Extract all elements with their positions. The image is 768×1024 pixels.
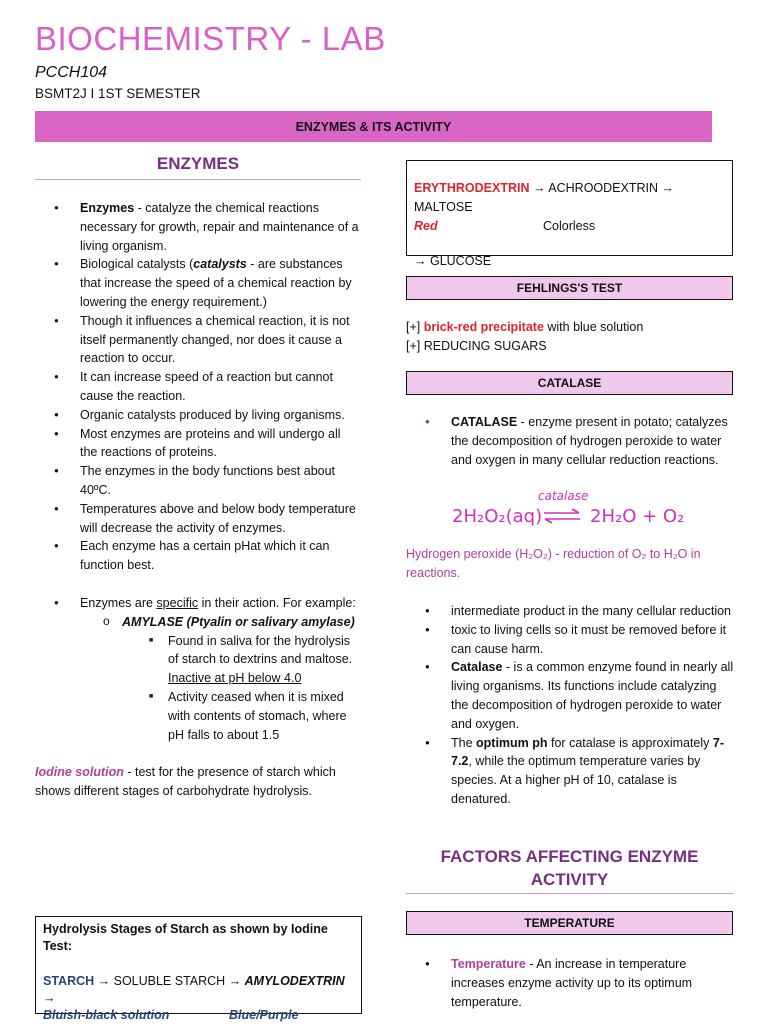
amylase-point: ■ Found in saliva for the hydrolysis of starch to dextrins and maltose. Inactive at pH below 4.0 [35, 632, 361, 688]
equilibrium-arrow-icon [542, 508, 582, 524]
list-item: ● Enzymes are specific in their action. For example: [35, 594, 361, 613]
list-item: ● toxic to living cells so it must be removed before it can cause harm. [406, 621, 736, 659]
amylase-point: ■ Activity ceased when it is mixed with contents of stomach, where pH falls to about 1.5 [35, 688, 361, 744]
fehlings-result: [+] brick-red precipitate with blue solution [406, 320, 644, 334]
peroxide-note: Hydrogen peroxide (H₂O₂) - reduction of O₂ to H₂O in reactions. [406, 547, 701, 580]
equation-reactant: 2H₂O₂(aq) [452, 506, 543, 527]
specific-bullet [35, 594, 361, 613]
temperature-section [406, 955, 736, 1011]
equation-catalyst-label: catalase [538, 489, 589, 503]
list-item: ● intermediate product in the many cellular reduction [406, 602, 736, 621]
semester-label: BSMT2J I 1ST SEMESTER [35, 86, 201, 101]
hydrolysis-box [35, 916, 362, 1022]
section-banner [35, 111, 712, 142]
catalase-points [406, 602, 736, 809]
list-item: ● Each enzyme has a certain pHat which it can function best. [35, 537, 361, 575]
heading-divider [35, 179, 361, 180]
dextrin-colors: Red Colorless [414, 219, 596, 233]
list-item: ● Most enzymes are proteins and will undergo all the reactions of proteins. [35, 425, 361, 463]
list-item: ● Temperatures above and below body temperature will decrease the activity of enzymes. [35, 500, 361, 538]
amylase-item: o AMYLASE (Ptyalin or salivary amylase) [35, 613, 361, 632]
list-item: ● Temperature - An increase in temperature increases enzyme activity up to its optimum temperature. [406, 955, 736, 1011]
factors-heading: FACTORS AFFECTING ENZYME ACTIVITY [440, 847, 699, 889]
catalase-section [406, 413, 736, 469]
fehlings-heading: FEHLINGS'S TEST [406, 276, 733, 300]
hydrolysis-title: Hydrolysis Stages of Starch as shown by Iodine Test: [43, 922, 328, 953]
fehlings-result-2: [+] REDUCING SUGARS [406, 339, 547, 353]
left-column [35, 154, 361, 801]
catalase-points-list [406, 602, 736, 809]
dextrin-box [406, 160, 733, 268]
list-item: ● Catalase - is a common enzyme found in nearly all living organisms. Its functions include catalyzing the decomposition of hydrogen peroxide to water and oxygen. [406, 658, 736, 733]
enzymes-bullets [35, 199, 361, 575]
factors-divider [406, 893, 733, 894]
temperature-bullet [406, 955, 736, 1011]
catalase-heading: CATALASE [406, 371, 733, 395]
list-item: ● Biological catalysts (catalysts - are substances that increase the speed of a chemical reaction by lowering the energy requirement.) [35, 255, 361, 311]
list-item: ● CATALASE - enzyme present in potato; catalyzes the decomposition of hydrogen peroxide to water and oxygen in many cellular reduction reactions. [406, 413, 736, 469]
catalase-bullet [406, 413, 736, 469]
equation-products: 2H₂O + O₂ [590, 506, 685, 527]
dextrin-chain: ERYTHRODEXTRIN → ACHROODEXTRIN → MALTOSE [414, 181, 674, 214]
factors-section [406, 845, 733, 894]
hydrolysis-colors: Bluish-black solution Blue/Purple [43, 1008, 299, 1022]
temperature-heading: TEMPERATURE [406, 911, 733, 935]
glucose-line: → GLUCOSE [414, 254, 492, 268]
banner-label: ENZYMES & ITS ACTIVITY [295, 119, 452, 134]
page-title: BIOCHEMISTRY - LAB [35, 20, 386, 57]
enzymes-heading: ENZYMES [156, 154, 240, 173]
list-item: ● The optimum ph for catalase is approximately 7-7.2, while the optimum temperature varies by species. At a higher pH of 10, catalase is denatured. [406, 734, 736, 809]
course-code: PCCH104 [35, 64, 108, 81]
list-item: ● The enzymes in the body functions best about 40ºC. [35, 462, 361, 500]
list-item: ● Though it influences a chemical reaction, it is not itself permanently changed, nor does it cause a reaction to occur. [35, 312, 361, 368]
hydrolysis-chain: STARCH → SOLUBLE STARCH → AMYLODEXTRIN → [43, 974, 345, 1005]
list-item: ● Organic catalysts produced by living organisms. [35, 406, 361, 425]
list-item: ● It can increase speed of a reaction but cannot cause the reaction. [35, 368, 361, 406]
iodine-paragraph: Iodine solution - test for the presence of starch which shows different stages of carbohydrate hydrolysis. [35, 765, 336, 799]
list-item: ● Enzymes - catalyze the chemical reactions necessary for growth, repair and maintenance of a living organism. [35, 199, 361, 255]
